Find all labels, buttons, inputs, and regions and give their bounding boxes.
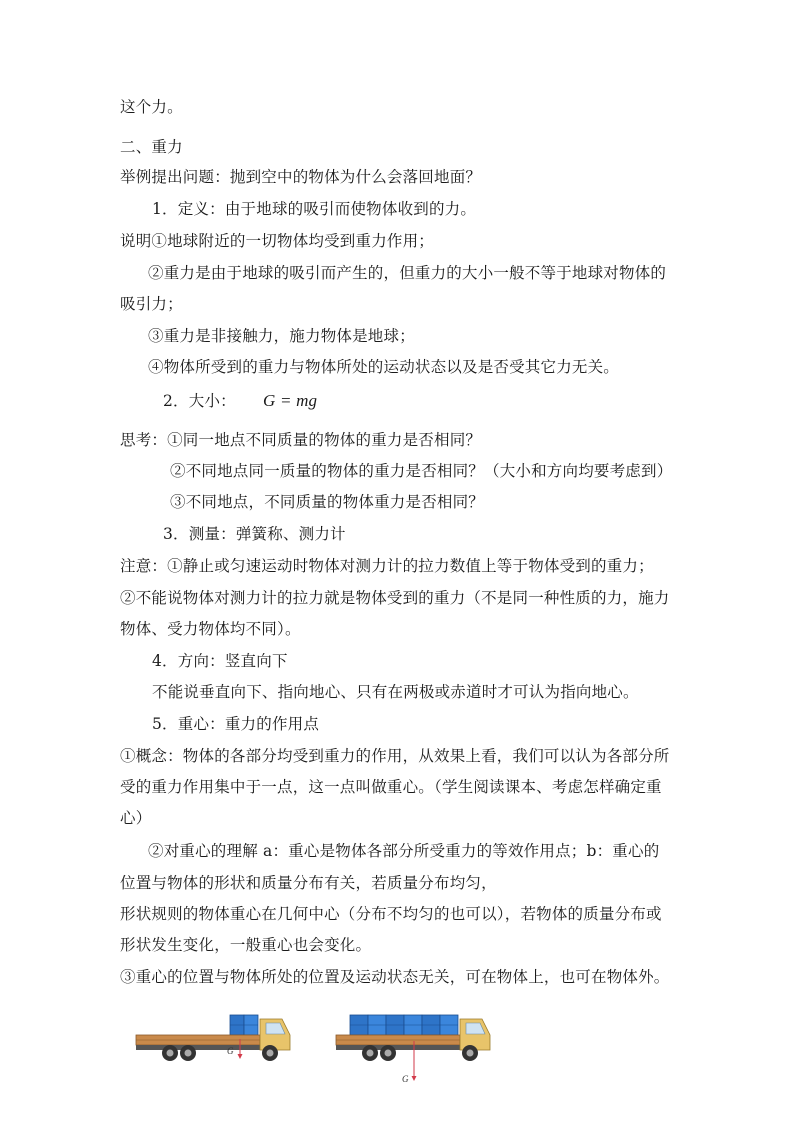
gravity-label: G xyxy=(402,1074,409,1084)
gravity-formula: G = mg xyxy=(263,391,318,410)
text-line: 不能说垂直向下、指向地心、只有在两极或赤道时才可认为指向地心。 xyxy=(152,683,639,701)
text-line: 受的重力作用集中于一点，这一点叫做重心。（学生阅读课本、考虑怎样确定重 xyxy=(120,778,662,796)
text-line: ①概念：物体的各部分均受到重力的作用，从效果上看，我们可以认为各部分所 xyxy=(120,747,670,765)
cargo-barrels xyxy=(230,1015,258,1035)
cargo-barrels xyxy=(350,1015,458,1035)
text-line: ③重心的位置与物体所处的位置及运动状态无关，可在物体上，也可在物体外。 xyxy=(120,968,670,986)
text-line: ②对重心的理解 a：重心是物体各部分所受重力的等效作用点；b：重心的 xyxy=(148,842,660,860)
text-line: 思考：①同一地点不同质量的物体的重力是否相同？ xyxy=(120,431,482,449)
text-line: 举例提出问题：抛到空中的物体为什么会落回地面？ xyxy=(120,168,482,186)
text-line: 形状发生变化，一般重心也会变化。 xyxy=(120,936,372,954)
text-line: 这个力。 xyxy=(120,98,183,116)
text-line: ②不能说物体对测力计的拉力就是物体受到的重力（不是同一种性质的力，施力 xyxy=(120,589,670,607)
text-line: 3．测量：弹簧称、测力计 xyxy=(163,525,346,543)
text-line: ④物体所受到的重力与物体所处的运动状态以及是否受其它力无关。 xyxy=(148,358,620,376)
truck-figure-2 xyxy=(330,1005,500,1090)
text-line: 4．方向：竖直向下 xyxy=(152,652,288,670)
text-line: 注意：①静止或匀速运动时物体对测力计的拉力数值上等于物体受到的重力； xyxy=(120,557,654,575)
truck-figure-1 xyxy=(130,1005,300,1085)
section-heading: 二、重力 xyxy=(120,138,183,156)
text-line: ③不同地点，不同质量的物体重力是否相同？ xyxy=(170,493,485,511)
text-line: 说明①地球附近的一切物体均受到重力作用； xyxy=(120,232,435,250)
text-line: 1．定义：由于地球的吸引而使物体收到的力。 xyxy=(152,200,477,218)
text-line: 物体、受力物体均不同）。 xyxy=(120,620,301,638)
text-line: 吸引力； xyxy=(120,295,183,313)
size-label: 2．大小： xyxy=(163,392,236,410)
text-line: 形状规则的物体重心在几何中心（分布不均匀的也可以），若物体的质量分布或 xyxy=(120,905,662,923)
text-line: 位置与物体的形状和质量分布有关，若质量分布均匀， xyxy=(120,874,497,892)
text-line: ③重力是非接触力，施力物体是地球； xyxy=(148,327,415,345)
gravity-label: G xyxy=(227,1046,234,1056)
text-line: 5．重心：重力的作用点 xyxy=(152,715,320,733)
text-line: ②不同地点同一质量的物体的重力是否相同？（大小和方向均要考虑到） xyxy=(170,462,673,480)
text-line: 心） xyxy=(120,809,152,827)
text-line: ②重力是由于地球的吸引而产生的，但重力的大小一般不等于地球对物体的 xyxy=(148,264,667,282)
text-line xyxy=(163,391,317,411)
